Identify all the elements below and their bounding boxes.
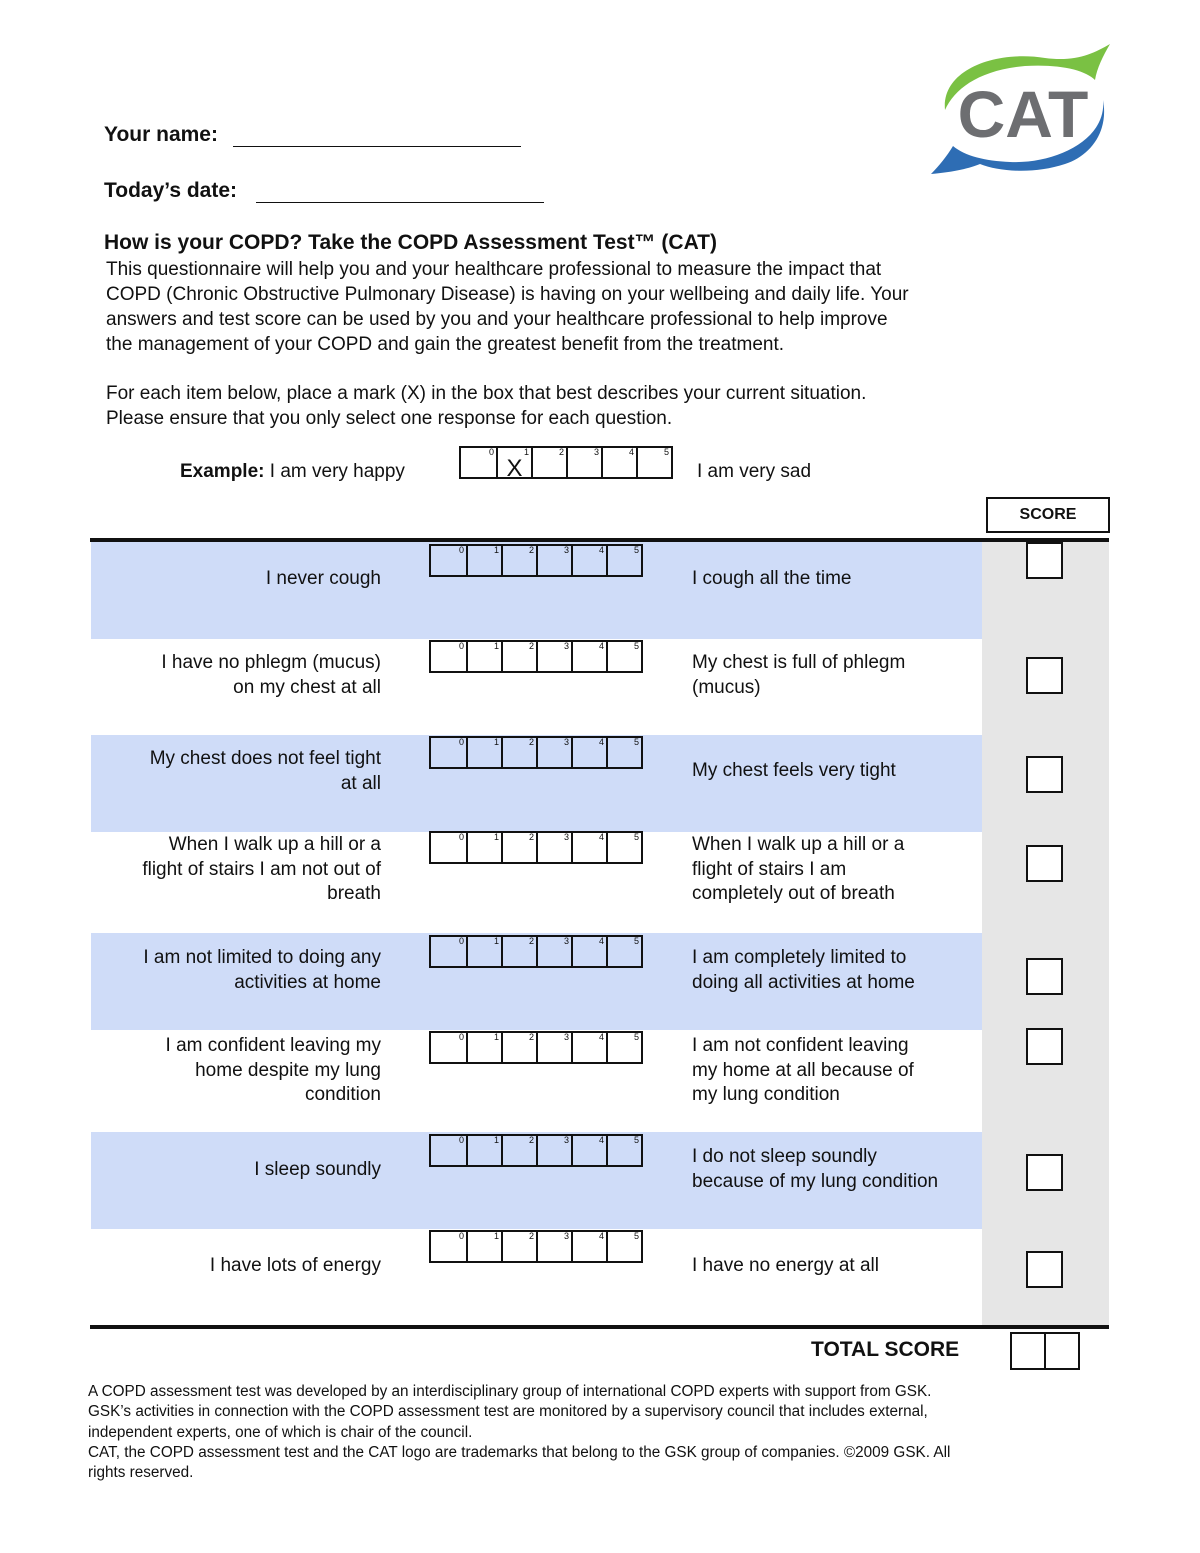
- scale-number: 4: [598, 1231, 604, 1241]
- name-label: Your name:: [104, 123, 218, 146]
- question-text-line: I am confident leaving my: [165, 1035, 381, 1056]
- scale-number: 2: [528, 1135, 534, 1145]
- scale-option-4[interactable]: [571, 833, 606, 862]
- question-2-scale: [429, 640, 643, 673]
- scale-number: 4: [598, 1032, 604, 1042]
- scale-option-5[interactable]: [606, 642, 641, 671]
- scale-option-2[interactable]: [501, 1033, 536, 1062]
- question-text-line: condition: [304, 1084, 381, 1105]
- scale-option-3[interactable]: [536, 833, 571, 862]
- scale-option-4[interactable]: [571, 738, 606, 767]
- question-1-scale: [429, 544, 643, 577]
- question-text-line: My chest feels very tight: [692, 760, 896, 781]
- question-text-line: my home at all because of: [692, 1059, 914, 1081]
- scale-option-4[interactable]: [571, 1136, 606, 1165]
- scale-option-2[interactable]: [501, 738, 536, 767]
- scale-number: 3: [563, 1032, 569, 1042]
- scale-option-3[interactable]: [536, 937, 571, 966]
- total-score-label: TOTAL SCORE: [811, 1338, 960, 1361]
- scale-option-5[interactable]: [606, 546, 641, 575]
- logo-text: CAT: [957, 77, 1089, 151]
- scale-number: 5: [633, 641, 639, 651]
- intro-line: This questionnaire will help you and your healthcare professional to measure the impact that: [106, 259, 882, 280]
- scale-number: 3: [563, 1231, 569, 1241]
- scale-option-5[interactable]: [606, 1033, 641, 1062]
- question-4-left: [142, 833, 381, 907]
- question-8-left: [210, 1254, 381, 1279]
- intro-line: the management of your COPD and gain the greatest benefit from the treatment.: [106, 334, 785, 355]
- scale-number: 3: [563, 936, 569, 946]
- scale-number: 2: [528, 641, 534, 651]
- scale-number: 1: [493, 1135, 499, 1145]
- footer-line: A COPD assessment test was developed by an interdisciplinary group of international COPD experts with support from GSK.: [88, 1383, 932, 1400]
- question-text-line: my lung condition: [692, 1084, 840, 1105]
- scale-option-5: [636, 448, 671, 477]
- total-score-digit-2[interactable]: [1044, 1332, 1080, 1370]
- question-7-scale: [429, 1134, 643, 1167]
- question-text-line: I never cough: [265, 568, 381, 589]
- scale-option-3[interactable]: [536, 738, 571, 767]
- scale-number: 4: [598, 737, 604, 747]
- question-5-score-box[interactable]: [1026, 958, 1063, 995]
- question-4-right: [692, 833, 904, 907]
- scale-option-4[interactable]: [571, 1033, 606, 1062]
- cat-logo: [925, 40, 1115, 180]
- scale-option-1[interactable]: [466, 738, 501, 767]
- scale-number: 3: [563, 737, 569, 747]
- scale-number: 0: [458, 737, 464, 747]
- scale-option-5[interactable]: [606, 1136, 641, 1165]
- scale-option-0[interactable]: [431, 1232, 466, 1261]
- question-7-score-box[interactable]: [1026, 1154, 1063, 1191]
- table-bottom-rule: [90, 1325, 1109, 1329]
- scale-option-1[interactable]: [466, 1136, 501, 1165]
- question-8-score-box[interactable]: [1026, 1251, 1063, 1288]
- scale-option-4[interactable]: [571, 642, 606, 671]
- question-text-line: I have lots of energy: [209, 1255, 381, 1276]
- scale-number: 1: [493, 1032, 499, 1042]
- footer-disclaimer: [88, 1382, 1108, 1483]
- scale-number: 1: [493, 936, 499, 946]
- table-top-rule: [90, 538, 1109, 542]
- scale-option-1[interactable]: [466, 642, 501, 671]
- scale-number: 0: [458, 936, 464, 946]
- scale-number: 2: [528, 832, 534, 842]
- question-text-line: because of my lung condition: [692, 1170, 939, 1192]
- question-5-left: [143, 946, 381, 995]
- question-text-line: I am completely limited to: [692, 947, 907, 968]
- instruction-line: Please ensure that you only select one response for each question.: [106, 408, 673, 429]
- scale-number: 5: [633, 1135, 639, 1145]
- question-text-line: When I walk up a hill or a: [692, 834, 905, 855]
- question-text-line: I am not confident leaving: [692, 1035, 909, 1056]
- scale-number: 4: [598, 936, 604, 946]
- question-text-line: breath: [327, 883, 381, 904]
- question-6-scale: [429, 1031, 643, 1064]
- scale-option-3[interactable]: [536, 1136, 571, 1165]
- question-3-left: [150, 747, 381, 796]
- scale-option-3[interactable]: [536, 546, 571, 575]
- scale-number: 2: [528, 1231, 534, 1241]
- question-text-line: I sleep soundly: [254, 1159, 381, 1180]
- date-label: Today’s date:: [104, 179, 238, 202]
- scale-option-0[interactable]: [431, 738, 466, 767]
- example-left-label: [180, 461, 405, 483]
- intro-line: answers and test score can be used by you and your healthcare professional to help improve: [106, 309, 888, 330]
- scale-number: 5: [633, 936, 639, 946]
- scale-number: 3: [563, 832, 569, 842]
- question-8-right: [692, 1254, 879, 1279]
- question-text-line: I do not sleep soundly: [692, 1146, 877, 1167]
- scale-number: 5: [633, 737, 639, 747]
- question-text-line: My chest is full of phlegm: [692, 652, 906, 673]
- example-right-text: I am very sad: [697, 461, 812, 482]
- scale-option-5[interactable]: [606, 1232, 641, 1261]
- question-1-right: [692, 567, 851, 592]
- scale-option-0[interactable]: [431, 1033, 466, 1062]
- scale-number: 4: [598, 545, 604, 555]
- scale-option-3[interactable]: [536, 1232, 571, 1261]
- question-text-line: (mucus): [692, 676, 761, 698]
- total-score-digit-1[interactable]: [1010, 1332, 1046, 1370]
- scale-number: 4: [628, 447, 634, 457]
- name-field[interactable]: [233, 146, 521, 147]
- scale-number: 2: [528, 936, 534, 946]
- question-6-right: [692, 1034, 914, 1108]
- question-7-left: [254, 1158, 381, 1183]
- scale-option-0[interactable]: [431, 937, 466, 966]
- question-text-line: I have no energy at all: [692, 1255, 879, 1276]
- footer-line: GSK’s activities in connection with the COPD assessment test are monitored by a supervisory council that includes external,: [88, 1403, 928, 1421]
- scale-option-2[interactable]: [501, 833, 536, 862]
- scale-option-0[interactable]: [431, 546, 466, 575]
- question-5-right: [692, 946, 915, 995]
- date-field[interactable]: [256, 202, 544, 203]
- question-text-line: I am not limited to doing any: [143, 947, 381, 968]
- question-text-line: My chest does not feel tight: [149, 748, 381, 769]
- scale-number: 5: [633, 545, 639, 555]
- question-4-scale: [429, 831, 643, 864]
- question-5-scale: [429, 935, 643, 968]
- scale-number: 1: [493, 1231, 499, 1241]
- question-2-right: [692, 651, 905, 700]
- question-text-line: completely out of breath: [692, 883, 895, 904]
- scale-option-3[interactable]: [536, 642, 571, 671]
- question-text-line: When I walk up a hill or a: [168, 834, 381, 855]
- scale-number: 2: [558, 447, 564, 457]
- scale-option-2[interactable]: [501, 546, 536, 575]
- scale-option-5[interactable]: [606, 738, 641, 767]
- question-text-line: doing all activities at home: [692, 971, 915, 993]
- scale-option-1[interactable]: [466, 1232, 501, 1261]
- scale-number: 4: [598, 832, 604, 842]
- scale-number: 0: [458, 641, 464, 651]
- scale-option-3[interactable]: [536, 1033, 571, 1062]
- question-text-line: flight of stairs I am: [692, 858, 847, 880]
- example-label: Example:: [180, 461, 265, 482]
- question-1-left: [266, 567, 381, 592]
- scale-number: 0: [458, 1032, 464, 1042]
- scale-option-5[interactable]: [606, 833, 641, 862]
- example-left-text: I am very happy: [269, 461, 405, 482]
- footer-line: independent experts, one of which is chair of the council.: [88, 1423, 473, 1441]
- score-header: SCORE: [986, 497, 1110, 533]
- scale-number: 4: [598, 1135, 604, 1145]
- scale-number: 5: [633, 1231, 639, 1241]
- scale-number: 5: [663, 447, 669, 457]
- scale-option-2[interactable]: [501, 937, 536, 966]
- example-mark: X: [506, 455, 523, 482]
- example-scale: [459, 446, 673, 482]
- scale-number: 0: [488, 447, 494, 457]
- question-6-left: [166, 1034, 381, 1108]
- scale-number: 3: [593, 447, 599, 457]
- scale-number: 0: [458, 1231, 464, 1241]
- scale-option-1: [496, 447, 531, 482]
- scale-number: 5: [633, 1032, 639, 1042]
- scale-option-2: [531, 448, 566, 477]
- question-3-right: [692, 759, 896, 784]
- scale-number: 1: [493, 641, 499, 651]
- scale-number: 1: [523, 447, 529, 457]
- footer-line: CAT, the COPD assessment test and the CAT logo are trademarks that belong to the GSK group of companies. ©2009 GSK. All: [88, 1443, 951, 1461]
- scale-option-0[interactable]: [431, 1136, 466, 1165]
- scale-number: 0: [458, 1135, 464, 1145]
- question-text-line: home despite my lung: [195, 1059, 381, 1081]
- question-text-line: at all: [340, 772, 381, 794]
- scale-number: 0: [458, 832, 464, 842]
- scale-number: 4: [598, 641, 604, 651]
- question-2-left: [161, 651, 381, 700]
- scale-option-2[interactable]: [501, 1136, 536, 1165]
- question-text-line: flight of stairs I am not out of: [142, 858, 381, 880]
- question-text-line: I cough all the time: [692, 568, 852, 589]
- scale-option-4[interactable]: [571, 1232, 606, 1261]
- scale-option-4[interactable]: [571, 546, 606, 575]
- scale-option-1[interactable]: [466, 546, 501, 575]
- question-1-score-box[interactable]: [1026, 542, 1063, 579]
- page-title: How is your COPD? Take the COPD Assessment Test™ (CAT): [104, 231, 717, 254]
- scale-number: 1: [493, 832, 499, 842]
- question-6-score-box[interactable]: [1026, 1028, 1063, 1065]
- question-7-right: [692, 1145, 938, 1194]
- scale-option-1[interactable]: [466, 937, 501, 966]
- question-text-line: activities at home: [234, 971, 381, 993]
- scale-number: 3: [563, 641, 569, 651]
- scale-option-0[interactable]: [431, 833, 466, 862]
- intro-line: COPD (Chronic Obstructive Pulmonary Disease) is having on your wellbeing and daily life. Your: [106, 284, 909, 305]
- scale-option-2[interactable]: [501, 1232, 536, 1261]
- scale-option-5[interactable]: [606, 937, 641, 966]
- scale-option-4: [601, 448, 636, 477]
- instruction-line: For each item below, place a mark (X) in the box that best describes your current situation.: [106, 383, 867, 404]
- scale-option-1[interactable]: [466, 1033, 501, 1062]
- scale-option-0[interactable]: [431, 642, 466, 671]
- question-3-score-box[interactable]: [1026, 756, 1063, 793]
- intro-paragraph-2: [106, 381, 1066, 431]
- scale-option-2[interactable]: [501, 642, 536, 671]
- scale-number: 5: [633, 832, 639, 842]
- scale-number: 3: [563, 1135, 569, 1145]
- scale-option-1[interactable]: [466, 833, 501, 862]
- footer-line: rights reserved.: [88, 1464, 194, 1482]
- scale-option-3: [566, 448, 601, 477]
- scale-number: 1: [493, 545, 499, 555]
- question-text-line: I have no phlegm (mucus): [161, 652, 381, 673]
- question-text-line: on my chest at all: [233, 676, 381, 698]
- scale-number: 3: [563, 545, 569, 555]
- scale-number: 2: [528, 1032, 534, 1042]
- scale-option-0: [461, 448, 496, 477]
- question-2-score-box[interactable]: [1026, 657, 1063, 694]
- question-4-score-box[interactable]: [1026, 845, 1063, 882]
- scale-number: 2: [528, 737, 534, 747]
- scale-number: 2: [528, 545, 534, 555]
- intro-paragraph-1: [106, 257, 1066, 357]
- scale-option-4[interactable]: [571, 937, 606, 966]
- scale-number: 1: [493, 737, 499, 747]
- question-8-scale: [429, 1230, 643, 1263]
- scale-number: 0: [458, 545, 464, 555]
- question-3-scale: [429, 736, 643, 769]
